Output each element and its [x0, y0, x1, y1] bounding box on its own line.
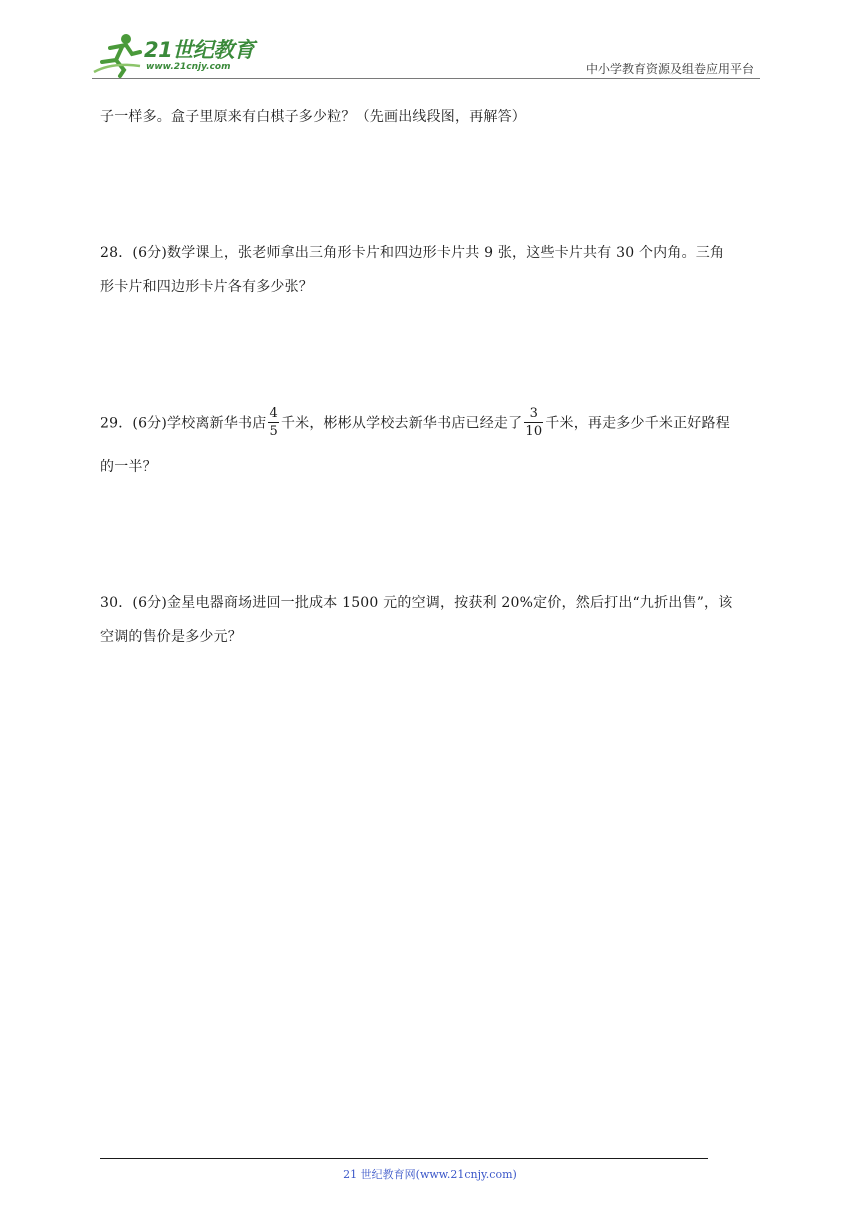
fraction-denominator: 5: [269, 424, 278, 439]
logo-url: www.21cnjy.com: [146, 62, 231, 72]
q29-prefix: 29．(6分)学校离新华书店: [100, 415, 267, 432]
fraction-four-fifths: [268, 407, 278, 438]
logo: [92, 32, 262, 78]
runner-icon: [92, 32, 144, 78]
q29-middle: 千米，彬彬从学校去新华书店已经走了: [280, 415, 523, 432]
q27-continuation: 子一样多。盒子里原来有白棋子多少粒？（先画出线段图，再解答）: [100, 109, 526, 125]
q30-line-2: 空调的售价是多少元？: [100, 629, 242, 645]
q29-suffix: 千米，再走多少千米正好路程: [545, 415, 730, 432]
fraction-bar: [524, 422, 543, 423]
q28-line-2: 形卡片和四边形卡片各有多少张？: [100, 279, 313, 295]
q29-line-1: [100, 408, 730, 439]
fraction-denominator: 10: [525, 424, 543, 439]
fraction-numerator: 4: [269, 406, 278, 421]
logo-brand: 21世纪教育: [144, 38, 255, 62]
page-header: [92, 30, 760, 80]
q28-line-1: 28．(6分)数学课上，张老师拿出三角形卡片和四边形卡片共 9 张，这些卡片共有 30 个内角。三角: [100, 245, 725, 261]
q29-line-2: 的一半？: [100, 459, 157, 475]
header-platform-text: 中小学教育资源及组卷应用平台: [585, 62, 754, 76]
q30-line-1: 30．(6分)金星电器商场进回一批成本 1500 元的空调，按获利 20%定价，然后打出“九折出售”，该: [100, 595, 733, 611]
fraction-numerator: 3: [529, 406, 539, 421]
fraction-three-tenths: [524, 407, 543, 438]
header-divider: [92, 78, 760, 79]
footer-text[interactable]: 21 世纪教育网(www.21cnjy.com): [343, 1168, 517, 1181]
footer-divider: [100, 1158, 708, 1159]
fraction-bar: [268, 422, 278, 423]
